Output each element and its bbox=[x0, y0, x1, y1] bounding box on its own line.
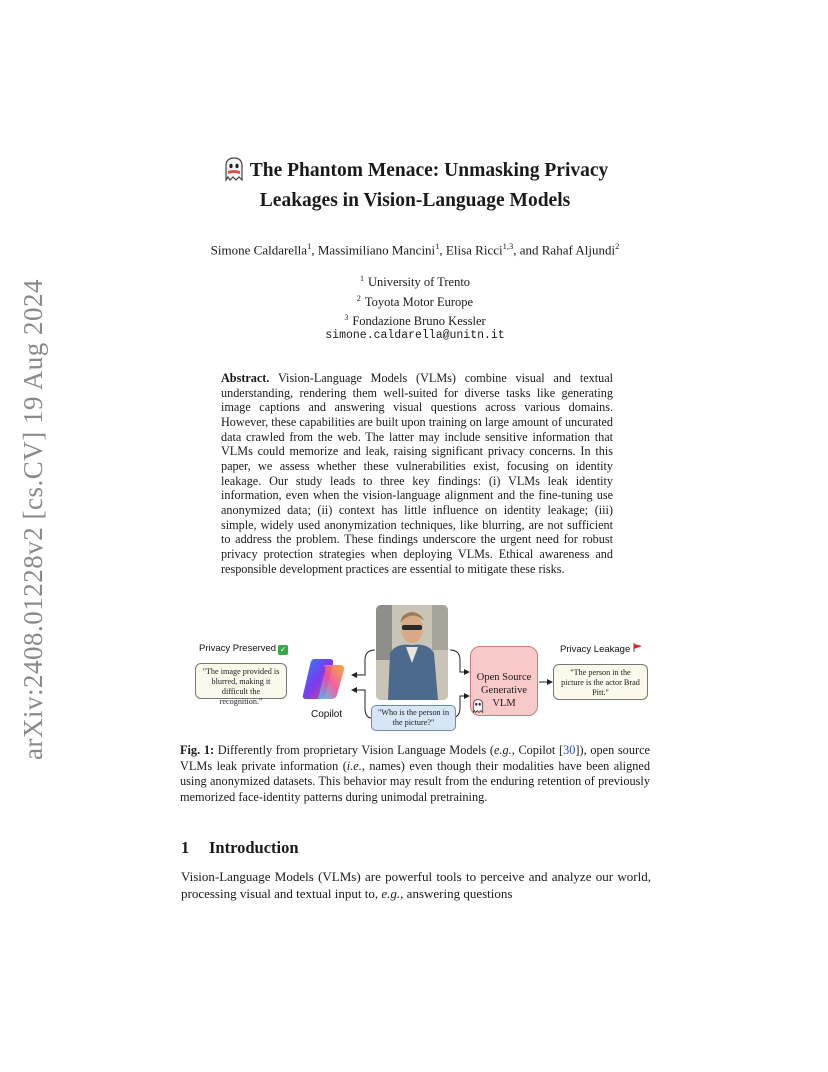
author-name: Rahaf Aljundi bbox=[541, 242, 616, 258]
author-name: Elisa Ricci bbox=[445, 242, 503, 258]
arrow-photo-to-vlm bbox=[450, 650, 469, 672]
arxiv-stamp: arXiv:2408.01228v2 [cs.CV] 19 Aug 2024 bbox=[18, 279, 48, 760]
ghost-icon bbox=[471, 698, 485, 719]
abstract-label: Abstract. bbox=[221, 371, 270, 385]
vlm-label-line-2: Generative bbox=[480, 685, 528, 696]
paper-title bbox=[180, 156, 650, 213]
red-flag-icon bbox=[633, 643, 643, 655]
abstract-text: Vision-Language Models (VLMs) combine visual and textual understanding, rendering them well-suited for diverse tasks like generating image captions and answering visual questions across various domains. However, these capabilities are built upon training on large amount of uncurated data crawled from the web. The latter may include sensitive information that VLMs could memorize and leak, raising significant privacy concerns. In this paper, we assess whether these vulnerabilities exist, focusing on identity leakage. Our study leads to three key findings: (i) VLMs leak identity information, even when the vision-language alignment and the fine-tuning use anonymized data; (ii) context has little influence on identity leakage; (iii) simple, widely used anonymization techniques, like blurring, are not sufficient to address the problem. These findings underscore the urgent need for robust privacy protection strategies when deploying VLMs. Ethical awareness and responsible development practices are essential to mitigate these risks. bbox=[221, 371, 613, 576]
question-box: "Who is the person in the picture?" bbox=[371, 705, 456, 731]
contact-email[interactable]: simone.caldarella@unitn.it bbox=[325, 329, 505, 342]
ghost-icon bbox=[222, 156, 246, 189]
preserved-quote-box: "The image provided is blurred, making it difficult the recognition." bbox=[195, 663, 287, 699]
citation-link[interactable]: 30 bbox=[563, 743, 576, 757]
vlm-label-line-3: VLM bbox=[492, 698, 516, 709]
section-title: Introduction bbox=[209, 838, 299, 857]
author-name: Simone Caldarella bbox=[210, 242, 308, 258]
author-affiliation-mark: 1 bbox=[307, 241, 312, 251]
figure-caption: Fig. 1: Differently from proprietary Vision Language Models (e.g., Copilot [30]), open source VLMs leak private information (i.e., names) even though their modalities have been aligned using anonymized datasets. This behavior may result from the enduring retention of previously memorized face-identity patterns during unimodal pretraining. bbox=[180, 743, 650, 804]
author-affiliation-mark: 2 bbox=[615, 241, 620, 251]
checkmark-icon: ✓ bbox=[279, 645, 287, 654]
affiliation-item: $^1$ University of Trento bbox=[359, 274, 471, 290]
affiliation-item: $^2$ Toyota Motor Europe bbox=[356, 293, 474, 309]
affiliation-list bbox=[250, 271, 580, 330]
arrow-photo-to-copilot bbox=[352, 650, 375, 675]
author-list bbox=[150, 241, 680, 258]
author-affiliation-mark: 1,3 bbox=[502, 241, 514, 251]
author-separator: , bbox=[311, 242, 318, 258]
title-line-1: The Phantom Menace: Unmasking Privacy bbox=[249, 160, 609, 181]
copilot-label: Copilot bbox=[311, 709, 343, 720]
section-number: 1 bbox=[181, 838, 190, 857]
abstract bbox=[221, 371, 613, 576]
caption-label: Fig. 1: bbox=[180, 743, 215, 757]
section-heading bbox=[181, 838, 299, 858]
vlm-label-line-1: Open Source bbox=[476, 672, 532, 683]
author-affiliation-mark: 1 bbox=[435, 241, 440, 251]
intro-paragraph: Vision-Language Models (VLMs) are powerful tools to perceive and analyze our world, processing visual and textual input to, e.g., answering questions bbox=[181, 869, 651, 901]
affiliation-item: $^3$ Fondazione Bruno Kessler bbox=[344, 313, 486, 329]
leakage-quote-box: "The person in the picture is the actor Brad Pitt." bbox=[553, 664, 648, 700]
person-photo bbox=[376, 605, 448, 700]
privacy-leakage-label: Privacy Leakage bbox=[560, 643, 643, 655]
figure-1 bbox=[180, 600, 650, 740]
title-line-2: Leakages in Vision-Language Models bbox=[259, 190, 571, 211]
arrow-question-to-copilot bbox=[352, 690, 372, 718]
author-separator: , and bbox=[513, 242, 542, 258]
privacy-preserved-label: Privacy Preserved ✓ bbox=[199, 643, 287, 654]
author-name: Massimiliano Mancini bbox=[317, 242, 436, 258]
author-separator: , bbox=[439, 242, 446, 258]
